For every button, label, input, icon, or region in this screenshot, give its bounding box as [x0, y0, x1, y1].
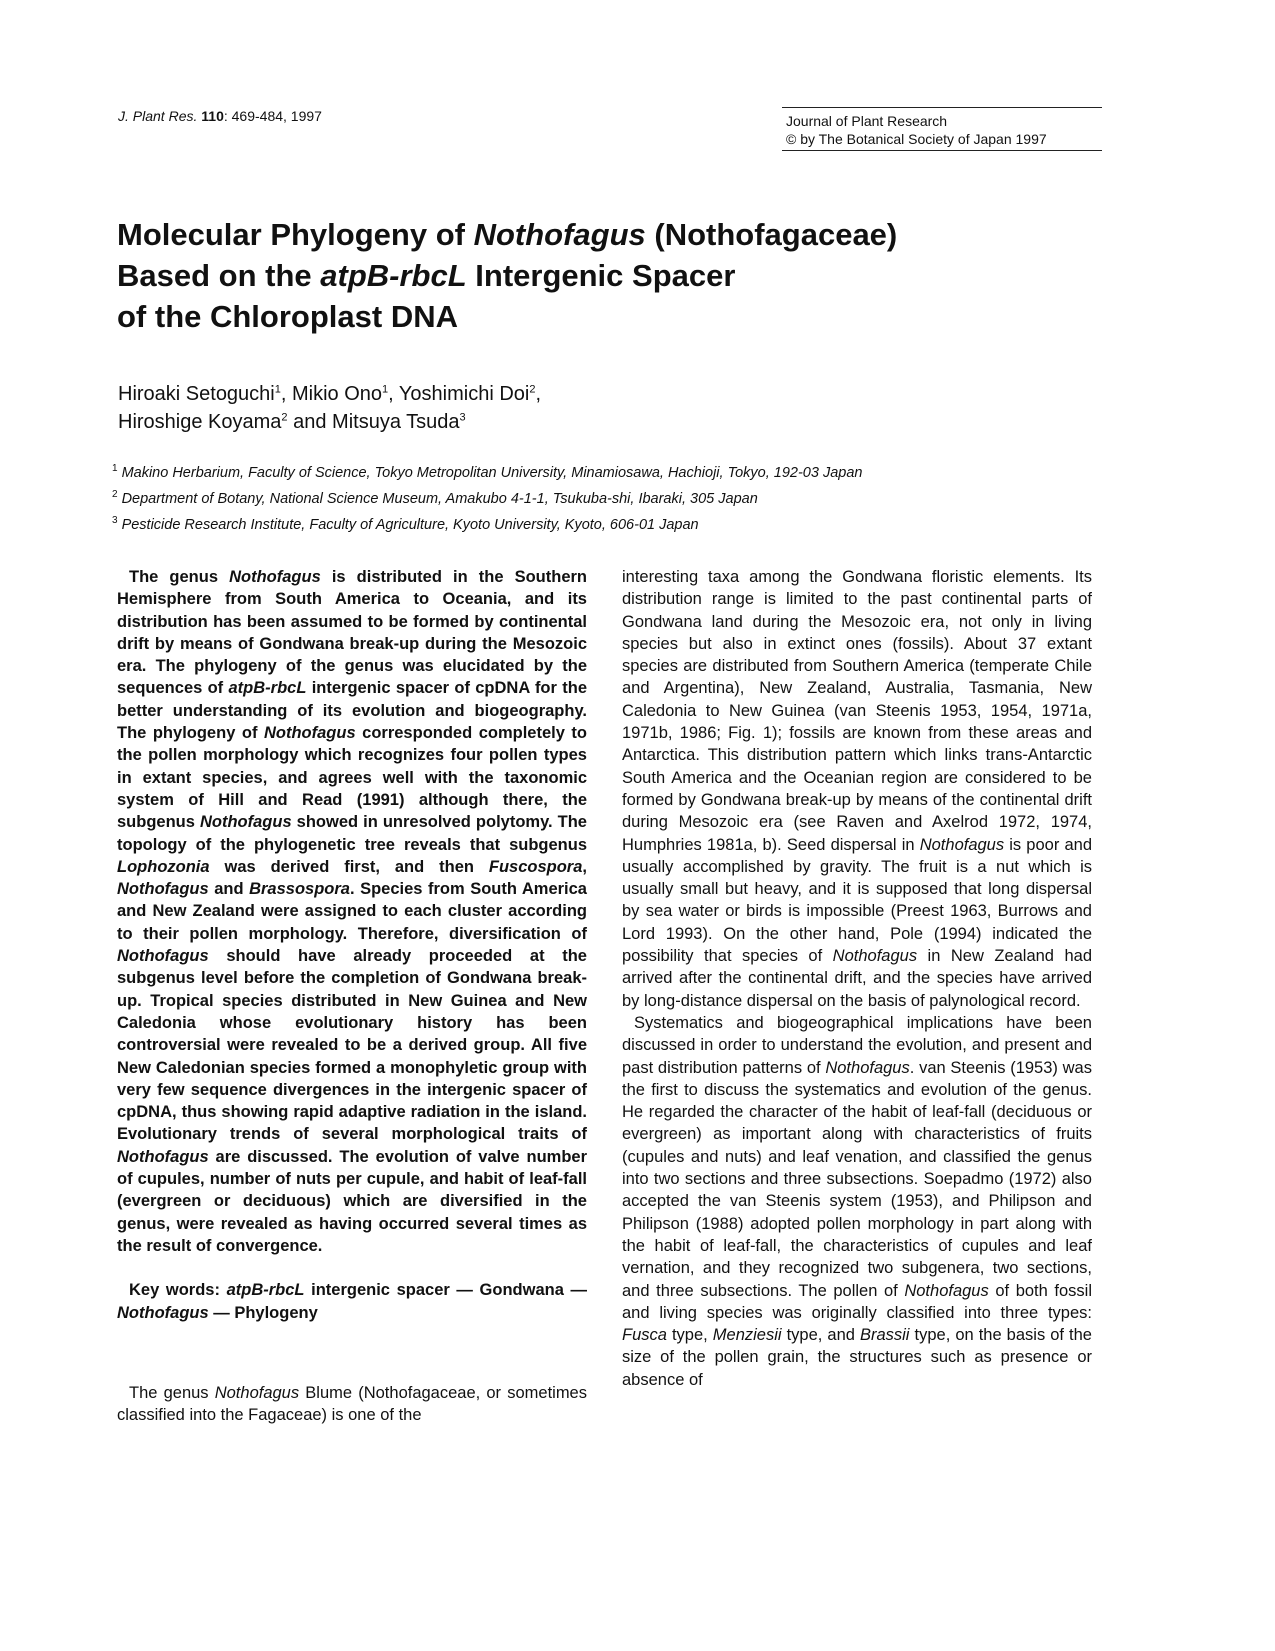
title-line-2 [117, 255, 1077, 296]
journal-name: Journal of Plant Research [786, 113, 948, 129]
title-genus: Nothofagus [473, 217, 646, 252]
affiliation-text: Makino Herbarium, Faculty of Science, Tokyo Metropolitan University, Minamiosawa, Hachioji, Tokyo, 192-03 Japan [121, 464, 863, 481]
author-sup: 1 [274, 383, 281, 396]
title-gene: atpB-rbcL [320, 258, 467, 293]
citation-journal: J. Plant Res. [118, 108, 198, 124]
author-sup: 2 [281, 411, 288, 424]
author-sup: 1 [382, 383, 389, 396]
author-name: Hiroshige Koyama [118, 411, 282, 433]
title-text: Based on the [117, 258, 321, 293]
journal-box [782, 107, 1102, 151]
affiliation-num: 1 [112, 463, 118, 474]
paper-title [117, 214, 1077, 337]
affiliation-item [112, 458, 1112, 484]
author-line-1 [118, 380, 1018, 408]
title-line-1 [117, 214, 1077, 255]
affiliation-text: Pesticide Research Institute, Faculty of Agriculture, Kyoto University, Kyoto, 606-01 Japan [121, 516, 699, 533]
affiliation-num: 3 [112, 514, 118, 526]
author-line-2 [118, 408, 1018, 436]
citation-volume: 110 [201, 108, 224, 124]
title-line-3: of the Chloroplast DNA [117, 299, 458, 334]
right-column [622, 566, 1092, 1391]
author-sup: 3 [459, 411, 466, 424]
intro-paragraph: The genus Nothofagus Blume (Nothofagaceae, or sometimes classified into the Fagaceae) is one of the [117, 1383, 587, 1425]
keywords: Key words: atpB-rbcL intergenic spacer — Gondwana — Nothofagus — Phylogeny [117, 1281, 587, 1322]
author-sep: , [535, 383, 542, 405]
body-paragraph-2: Systematics and biogeographical implications have been discussed in order to understand the evolution, and present and past distribution patterns of Nothofagus. van Steenis (1953) was the first to discuss the systematics and evolution of the genus. He regarded the character of the habit of leaf-fall (deciduous or evergreen) as important along with characteristics of fruits (cupules and nuts) and leaf venation, and classified the genus into two sections and three subsections. Soepadmo (1972) also accepted the van Steenis system (1953), and Philipson and Philipson (1988) adopted pollen morphology in part along with the habit of leaf-fall, the characteristics of cupules and leaf vernation, and they recognized two subgenera, two sections, and three subsections. The pollen of Nothofagus of both fossil and living species was originally classified into three types: Fusca type, Menziesii type, and Brassii type, on the basis of the size of the pollen grain, the structures such as presence or absence of [622, 1013, 1092, 1389]
author-name: , Yoshimichi Doi [388, 383, 530, 405]
citation-pages: : 469-484, 1997 [223, 108, 322, 124]
author-name: Hiroaki Setoguchi [118, 383, 275, 405]
affiliations [112, 458, 1112, 535]
affiliation-item [112, 484, 1112, 510]
left-column [117, 566, 587, 1426]
author-sup: 2 [529, 383, 536, 396]
affiliation-num: 2 [112, 488, 118, 500]
title-text: Molecular Phylogeny of [117, 217, 474, 252]
title-text: Intergenic Spacer [466, 258, 736, 293]
copyright-line: © by The Botanical Society of Japan 1997 [786, 131, 1047, 147]
author-name: , Mikio Ono [280, 383, 383, 405]
affiliation-text: Department of Botany, National Science Museum, Amakubo 4-1-1, Tsukuba-shi, Ibaraki, 305 Japan [121, 490, 758, 507]
abstract: The genus Nothofagus is distributed in the Southern Hemisphere from South America to Oceania, and its distribution has been assumed to be formed by continental drift by means of Gondwana break-up during the Mesozoic era. The phylogeny of the genus was elucidated by the sequences of atpB-rbcL intergenic spacer of cpDNA for the better understanding of its evolution and biogeography. The phylogeny of Nothofagus corresponded completely to the pollen morphology which recognizes four pollen types in extant species, and agrees well with the taxonomic system of Hill and Read (1991) although there, the subgenus Nothofagus showed in unresolved polytomy. The topology of the phylogenetic tree reveals that subgenus Lophozonia was derived first, and then Fuscospora, Nothofagus and Brassospora. Species from South America and New Zealand were assigned to each cluster according to their pollen morphology. Therefore, diversification of Nothofagus should have already proceeded at the subgenus level before the completion of Gondwana break-up. Tropical species distributed in New Guinea and New Caledonia whose evolutionary history has been controversial were revealed to be a derived group. All five New Caledonian species formed a monophyletic group with very few sequence divergences in the intergenic spacer of cpDNA, thus showing rapid adaptive radiation in the island. Evolutionary trends of several morphological traits of Nothofagus are discussed. The evolution of valve number of cupules, number of nuts per cupule, and habit of leaf-fall (evergreen or deciduous) which are diversified in the genus, were revealed as having occurred several times as the result of convergence. [117, 568, 587, 1255]
author-name: and Mitsuya Tsuda [287, 411, 460, 433]
author-list [118, 380, 1018, 436]
affiliation-item [112, 510, 1112, 536]
citation-line [118, 108, 322, 124]
body-paragraph-1: interesting taxa among the Gondwana floristic elements. Its distribution range is limited to the past continental parts of Gondwana land during the Mesozoic era, not only in living species but also in extinct ones (fossils). About 37 extant species are distributed from Southern America (temperate Chile and Argentina), New Zealand, Australia, Tasmania, New Caledonia to New Guinea (van Steenis 1953, 1954, 1971a, 1971b, 1986; Fig. 1); fossils are known from these areas and Antarctica. This distribution pattern which links trans-Antarctic South America and the Oceanian region are considered to be formed by Gondwana break-up by means of the continental drift during Mesozoic era (see Raven and Axelrod 1972, 1974, Humphries 1981a, b). Seed dispersal in Nothofagus is poor and usually accomplished by gravity. The fruit is a nut which is usually small but heavy, and it is supposed that long dispersal by sea water or birds is impossible (Preest 1963, Burrows and Lord 1993). On the other hand, Pole (1994) indicated the possibility that species of Nothofagus in New Zealand had arrived after the continental drift, and the species have arrived by long-distance dispersal on the basis of palynological record. [622, 568, 1092, 1010]
title-text: (Nothofagaceae) [645, 217, 898, 252]
